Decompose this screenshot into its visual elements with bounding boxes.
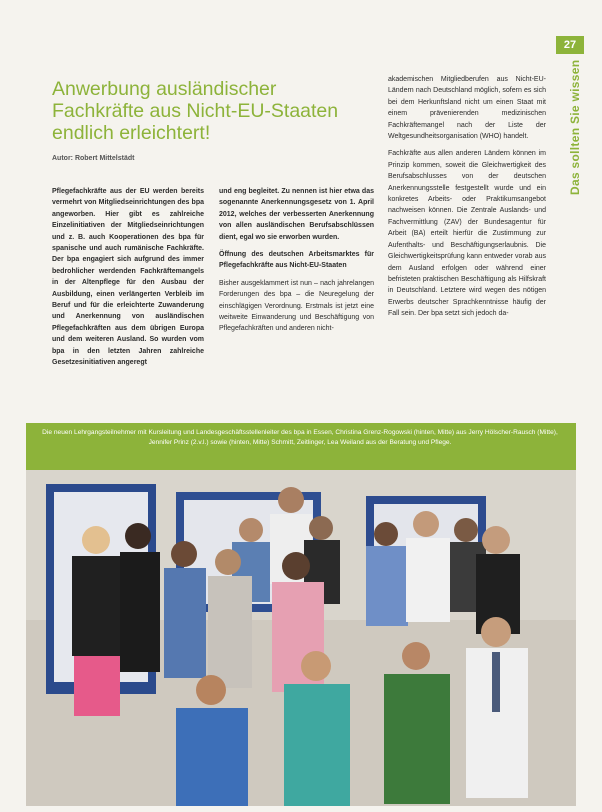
group-photo <box>26 470 576 806</box>
page-number: 27 <box>556 36 584 54</box>
article-author: Autor: Robert Mittelstädt <box>52 155 135 162</box>
photo-caption: Die neuen Lehrgangsteilnehmer mit Kursleitung und Landesgeschäftsstellenleiter des bpa in Essen, Christina Grenz-Rogowski (hinten, Mitte) aus Jerry Hölscher-Rausch (Mitte), Jennifer Prinz (2.v.l.) sowie (hinten, Mitte) Schmitt, Zeitlinger, Lea Weiland aus der Beratung und Pflege. <box>42 429 558 446</box>
intro-continuation: und eng begleitet. Zu nennen ist hier etwa das sogenannte Anerkennungsgesetz von 1. April 2012, welches der verbesserten Anerkennung von allen ausländischen Berufsabschlüssen dient, egal wo sie erworben wurden. <box>219 188 374 241</box>
body-paragraph: Bisher ausgeklammert ist nun – nach jahrelangen Forderungen des bpa – die Neuregelung der einschlägigen Verordnung. Erstmals ist jetzt eine weitweite Einwanderung und Beschäftigung von Pflegefachkräften und anderen nicht- <box>219 279 374 333</box>
body-paragraph-continued: akademischen Mitgliedberufen aus Nicht-EU-Ländern nach Deutschland möglich, sofern es sich bei dem Herkunftsland nicht um einen Staat mit einem prävenierenden medizinischen Fachkräftemangel nach der Liste der Weltgesundheitsorganisation (WHO) handelt. <box>388 76 546 141</box>
middle-column <box>219 186 374 341</box>
group-photo-image <box>26 470 576 806</box>
article-title: Anwerbung ausländischer Fachkräfte aus Nicht-EU-Staaten endlich erleichtert! <box>52 78 339 144</box>
intro-column <box>52 186 204 375</box>
article-subheading: Öffnung des deutschen Arbeitsmarktes für Pflegefachkräfte aus Nicht-EU-Staaten <box>219 251 374 270</box>
body-paragraph-2: Fachkräfte aus allen anderen Ländern können im Prinzip kommen, soweit die Gleichwertigkeit des Berufsabschlusses von der deutschen Anerkennungsstelle festgestellt wurde und ein konkretes Arbeits- oder Praktikumsangebot nachweisen können. Die Zentrale Auslands- und Fachvermittlung (ZAV) der Bundesagentur für Arbeit (BA) erteilt hierfür die Zustimmung zur Aufenthalts- und Beschäftigungserlaubnis. Die Gleichwertigkeitsprüfung kann entweder vorab aus dem Ausland erfolgen oder während einer befristeten praktischen Beschäftigung als Hilfskraft in Deutschland. Letztere wird wegen des nötigen Erwerbs deutscher Sprachkenntnisse häufig der Fall sein. Der bpa setzt sich jedoch da- <box>388 150 546 318</box>
section-label: Das sollten Sie wissen <box>568 60 582 196</box>
right-column <box>388 74 546 326</box>
intro-paragraph: Pflegefachkräfte aus der EU werden bereits vermehrt von Mitgliedseinrichtungen des bpa angeworben. Hier gibt es zahlreiche Einzelinitiativen der Mitgliedseinrichtungen und z. B. auch Kooperationen des bpa für spanische und auch rumänische Fachkräfte. Der bpa engagiert sich aufgrund des immer bedrohlicher werdenden Fachkräftemangels in der Altenpflege für den Ausbau der Ausbildung, einen verlängerten Verbleib im Beruf und für die erleichterte Zuwanderung und Anerkennung von ausländischen Pflegefachkräften aus dem übrigen Europa und dem weiteren Ausland. So wurden vom bpa in den letzten Jahren zahlreiche Gesetzesinitiativen angeregt <box>52 188 204 367</box>
